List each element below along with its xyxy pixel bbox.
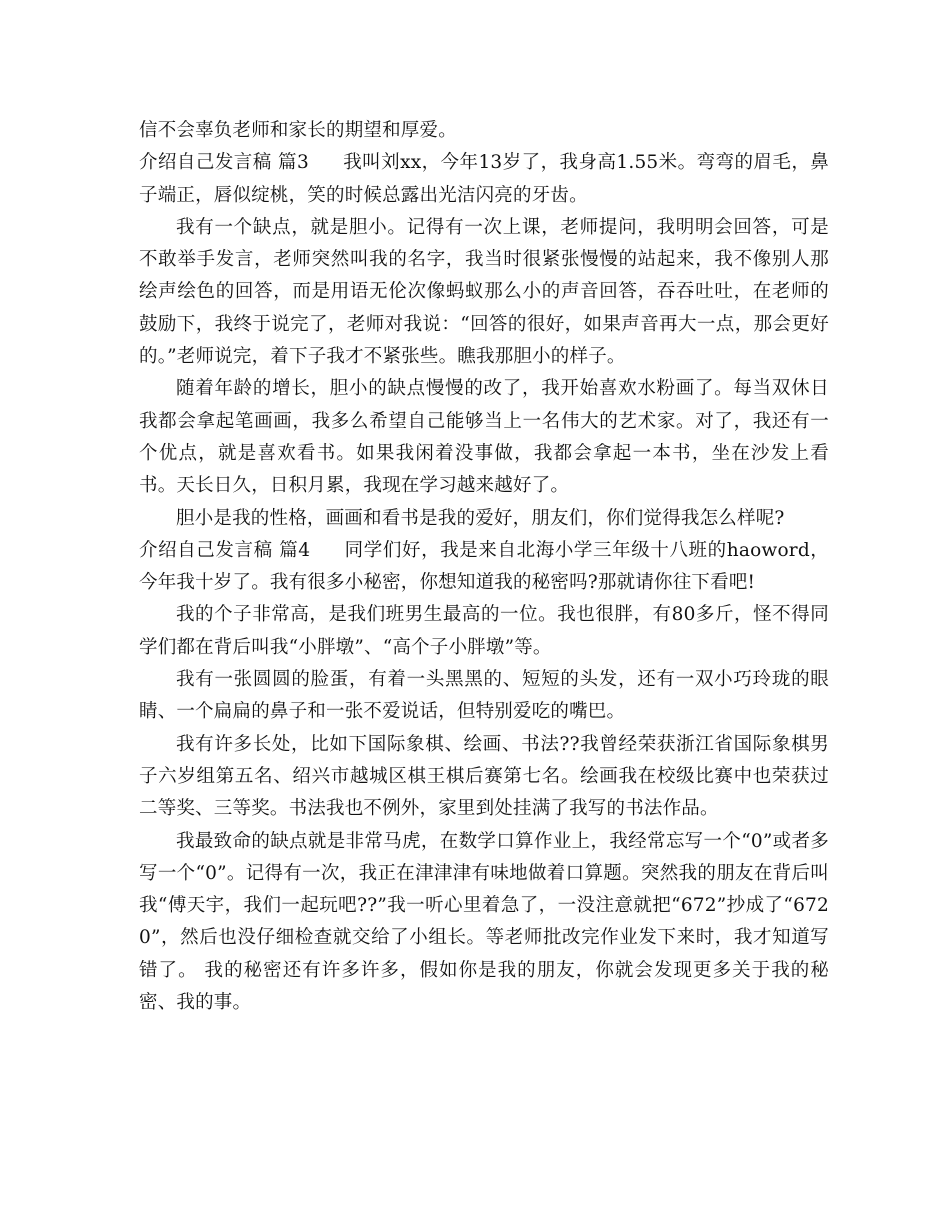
paragraph-3 xyxy=(139,212,829,373)
paragraph-5 xyxy=(139,503,829,535)
paragraph-9 xyxy=(139,729,829,826)
paragraph-8 xyxy=(139,664,829,729)
paragraph-4 xyxy=(139,373,829,502)
paragraph-text: 我的个子非常高，是我们班男生最高的一位。我也很胖，有80多斤，怪不得同学们都在背后叫我“小胖墩”、“高个子小胖墩”等。 xyxy=(139,604,829,658)
paragraph-1 xyxy=(139,115,829,147)
paragraph-text: 信不会辜负老师和家长的期望和厚爱。 xyxy=(139,120,457,141)
paragraph-text: 我有许多长处，比如下国际象棋、绘画、书法??我曾经荣获浙江省国际象棋男子六岁组第五名、绍兴市越城区棋王棋后赛第七名。绘画我在校级比赛中也荣获过二等奖、三等奖。书法我也不例外，家里到处挂满了我写的书法作品。 xyxy=(139,733,829,820)
paragraph-text: 同学们好，我是来自北海小学三年级十八班的haoword，今年我十岁了。我有很多小秘密，你想知道我的秘密吗?那就请你往下看吧! xyxy=(139,539,829,594)
section-heading-3: 介绍自己发言稿 篇3 xyxy=(139,152,309,174)
paragraph-text: 随着年龄的增长，胆小的缺点慢慢的改了，我开始喜欢水粉画了。每当双休日我都会拿起笔画画，我多么希望自己能够当上一名伟大的艺术家。对了，我还有一个优点，就是喜欢看书。如果我闲着没事做，我都会拿起一本书，坐在沙发上看书。天长日久，日积月累，我现在学习越来越好了。 xyxy=(139,378,829,497)
paragraph-text: 我叫刘xx，今年13岁了，我身高1.55米。弯弯的眉毛，鼻子端正，唇似绽桃，笑的时候总露出光洁闪亮的牙齿。 xyxy=(139,152,829,206)
paragraph-2 xyxy=(139,147,829,212)
paragraph-10 xyxy=(139,826,829,1020)
section-heading-4: 介绍自己发言稿 篇4 xyxy=(139,539,311,561)
paragraph-text: 胆小是我的性格，画画和看书是我的爱好，朋友们，你们觉得我怎么样呢? xyxy=(176,507,785,529)
paragraph-text: 我有一张圆圆的脸蛋，有着一头黑黑的、短短的头发，还有一双小巧玲珑的眼睛、一个扁扁的鼻子和一张不爱说话，但特别爱吃的嘴巴。 xyxy=(139,669,829,723)
paragraph-text: 我有一个缺点，就是胆小。记得有一次上课，老师提问，我明明会回答，可是不敢举手发言，老师突然叫我的名字，我当时很紧张慢慢的站起来，我不像别人那绘声绘色的回答，而是用语无伦次像蚂蚁那么小的声音回答，吞吞吐吐，在老师的鼓励下，我终于说完了，老师对我说：“回答的很好，如果声音再大一点，那会更好的。”老师说完，着下子我才不紧张些。瞧我那胆小的样子。 xyxy=(139,216,829,368)
paragraph-7 xyxy=(139,599,829,664)
paragraph-6 xyxy=(139,535,829,600)
document-body xyxy=(139,115,829,1019)
paragraph-text: 我最致命的缺点就是非常马虎，在数学口算作业上，我经常忘写一个“0”或者多写一个“0”。记得有一次，我正在津津津有味地做着口算题。突然我的朋友在背后叫我“傅天宇，我们一起玩吧??”我一听心里着急了，一没注意就把“672”抄成了“6720”，然后也没仔细检查就交给了小组长。等老师批改完作业发下来时，我才知道写错了。 我的秘密还有许多许多，假如你是我的朋友，你就会发现更多关于我的秘密、我的事。 xyxy=(139,830,829,1014)
